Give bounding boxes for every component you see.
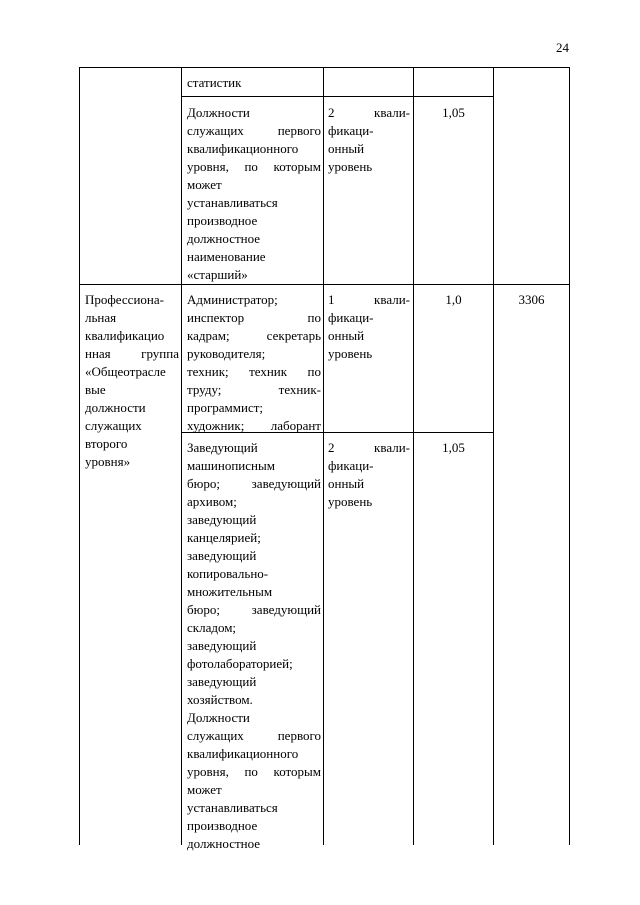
row4-coefficient-cell	[414, 439, 493, 457]
row3-group-line: уровня»	[85, 454, 131, 469]
row3-group-line: должности	[85, 400, 146, 415]
row4-position-line: Должности	[187, 710, 250, 725]
row4-position-line: может	[187, 782, 222, 797]
row4-position-line: заведующий	[187, 674, 257, 689]
row3-level-line: 1 квали-	[328, 292, 410, 307]
row3-group-line: льная	[85, 310, 117, 325]
row2-level-cell	[328, 104, 410, 176]
row2-coefficient: 1,05	[442, 105, 465, 120]
row4-position-line: архивом;	[187, 494, 237, 509]
row3-position-line: руководителя;	[187, 346, 266, 361]
row3-salary-cell	[494, 291, 569, 309]
row3-group-line: вые	[85, 382, 106, 397]
row4-level-line: фикаци-	[328, 458, 374, 473]
row4-level-line: онный	[328, 476, 365, 491]
row4-position-line: производное	[187, 818, 258, 833]
row2-position-line: может	[187, 177, 222, 192]
row4-position-line: Заведующий	[187, 440, 258, 455]
row3-group-line: Профессиона-	[85, 292, 164, 307]
row4-position-line: складом;	[187, 620, 237, 635]
row3-group-line: служащих	[85, 418, 142, 433]
row3-position-line: Администратор;	[187, 292, 278, 307]
row2-coefficient-cell	[414, 104, 493, 122]
row2-position-line: «старший»	[187, 267, 248, 282]
row2-position-line: квалификационного	[187, 141, 299, 156]
row3-position-line: кадрам; секретарь	[187, 328, 321, 343]
row4-level-line: уровень	[328, 494, 373, 509]
col-divider-1	[181, 67, 182, 845]
row-divider-r2	[79, 284, 570, 285]
table-border-left	[79, 67, 80, 285]
col-divider-4	[493, 67, 494, 845]
row2-position-line: Должности	[187, 105, 250, 120]
row3-position-line: техник; техник по	[187, 364, 321, 379]
row4-position-cell	[187, 439, 321, 853]
row2-position-line: служащих первого	[187, 123, 321, 138]
row3-position-line: художник; лаборант	[187, 418, 321, 433]
row2-position-line: должностное	[187, 231, 261, 246]
row4-position-line: устанавливаться	[187, 800, 278, 815]
row4-position-line: хозяйством.	[187, 692, 253, 707]
row3-group-line: квалификацио	[85, 328, 165, 343]
row4-position-line: заведующий	[187, 548, 257, 563]
table-border-right	[569, 67, 570, 845]
row2-position-line: уровня, по которым	[187, 159, 321, 174]
row3-group-line: нная группа	[85, 346, 179, 361]
table-top-border	[79, 67, 570, 68]
row2-level-line: фикаци-	[328, 123, 374, 138]
row4-position-line: канцелярией;	[187, 530, 261, 545]
row3-coefficient-cell	[414, 291, 493, 309]
row4-position-line: копировально-	[187, 566, 269, 581]
row3-group-line: «Общеотрасле	[85, 364, 166, 379]
row2-level-line: уровень	[328, 159, 373, 174]
row3-level-line: онный	[328, 328, 365, 343]
row4-level-line: 2 квали-	[328, 440, 410, 455]
row4-position-line: фотолабораторией;	[187, 656, 293, 671]
row1-position-text: статистик	[187, 75, 242, 90]
row1-position-cell	[187, 74, 319, 92]
row2-position-line: производное	[187, 213, 258, 228]
row3-group-line: второго	[85, 436, 128, 451]
row4-position-line: квалификационного	[187, 746, 299, 761]
row2-level-line: 2 квали-	[328, 105, 410, 120]
row4-position-line: бюро; заведующий	[187, 602, 321, 617]
row4-level-cell	[328, 439, 410, 511]
row3-level-line: уровень	[328, 346, 373, 361]
row4-position-line: заведующий	[187, 638, 257, 653]
row4-position-line: уровня, по которым	[187, 764, 321, 779]
row3-position-cell	[187, 291, 321, 435]
row3-position-line: труду; техник-	[187, 382, 321, 397]
row3-position-line: инспектор по	[187, 310, 321, 325]
row3-position-line: программист;	[187, 400, 264, 415]
row3-group-cell	[85, 291, 179, 471]
col-divider-2	[323, 67, 324, 845]
row3-level-line: фикаци-	[328, 310, 374, 325]
row4-coefficient: 1,05	[442, 440, 465, 455]
row4-position-line: множительным	[187, 584, 273, 599]
row2-position-cell	[187, 104, 321, 284]
row3-salary: 3306	[518, 292, 545, 307]
row4-position-line: заведующий	[187, 512, 257, 527]
row4-position-line: машинописным	[187, 458, 275, 473]
row4-position-line: бюро; заведующий	[187, 476, 321, 491]
row2-position-line: наименование	[187, 249, 266, 264]
row3-coefficient: 1,0	[445, 292, 462, 307]
page-number: 24	[556, 40, 569, 55]
row4-position-line: должностное	[187, 836, 261, 851]
row2-position-line: устанавливаться	[187, 195, 278, 210]
row-divider-r1	[181, 96, 494, 97]
row4-position-line: служащих первого	[187, 728, 321, 743]
row3-level-cell	[328, 291, 410, 363]
table-border-left-lower	[79, 285, 80, 845]
row2-level-line: онный	[328, 141, 365, 156]
